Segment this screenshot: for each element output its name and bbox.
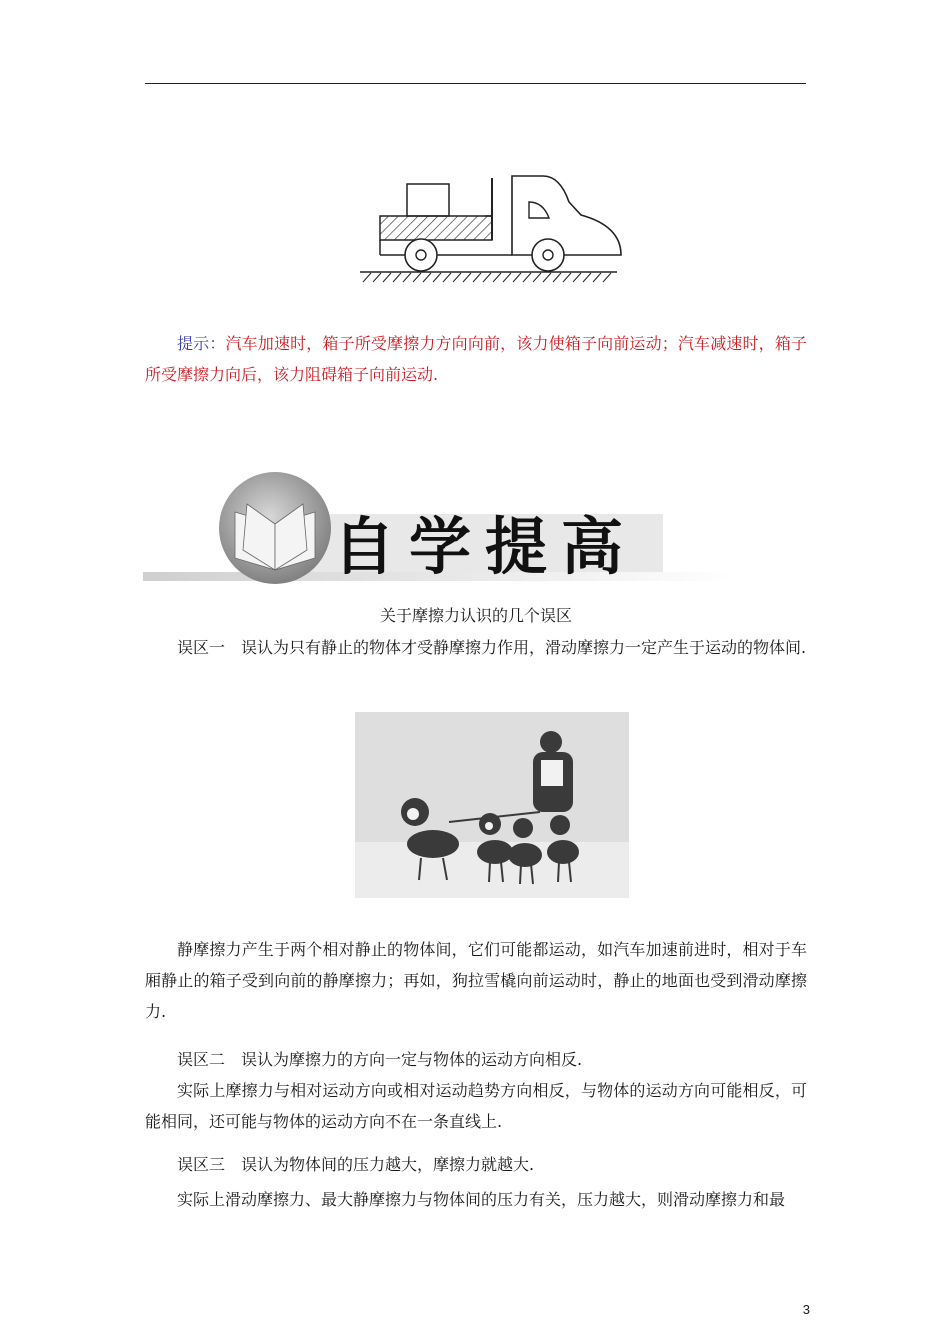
hint-text: 汽车加速时，箱子所受摩擦力方向向前，该力使箱子向前运动；汽车减速时，箱子所受摩擦力向后，该力阻碍箱子向前运动. xyxy=(145,334,807,384)
explanation-2: 实际上摩擦力与相对运动方向或相对运动趋势方向相反，与物体的运动方向可能相反，可能相同，还可能与物体的运动方向不在一条直线上. xyxy=(145,1081,807,1131)
header-rule xyxy=(145,83,806,84)
misconception-1: 误区一 误认为只有静止的物体才受静摩擦力作用，滑动摩擦力一定产生于运动的物体间. xyxy=(177,638,807,657)
truck-figure xyxy=(355,160,625,285)
section-title: 关于摩擦力认识的几个误区 xyxy=(379,606,572,625)
misconception-2: 误区二 误认为摩擦力的方向一定与物体的运动方向相反. xyxy=(177,1050,583,1069)
misconception-3: 误区三 误认为物体间的压力越大，摩擦力就越大. xyxy=(177,1155,535,1174)
explanation-3: 实际上滑动摩擦力、最大静摩擦力与物体间的压力有关，压力越大，则滑动摩擦力和最 xyxy=(177,1190,786,1209)
page-number: 3 xyxy=(802,1302,810,1317)
sled-dog-photo xyxy=(355,712,629,898)
explanation-1: 静摩擦力产生于两个相对静止的物体间，它们可能都运动，如汽车加速前进时，相对于车厢静止的箱子受到向前的静摩擦力；再如，狗拉雪橇向前运动时，静止的地面也受到滑动摩擦力. xyxy=(145,940,807,1021)
hint-paragraph xyxy=(145,328,807,390)
hint-label: 提示： xyxy=(177,334,226,353)
banner-title: 自学提高 xyxy=(333,510,638,583)
self-study-banner xyxy=(143,470,738,585)
